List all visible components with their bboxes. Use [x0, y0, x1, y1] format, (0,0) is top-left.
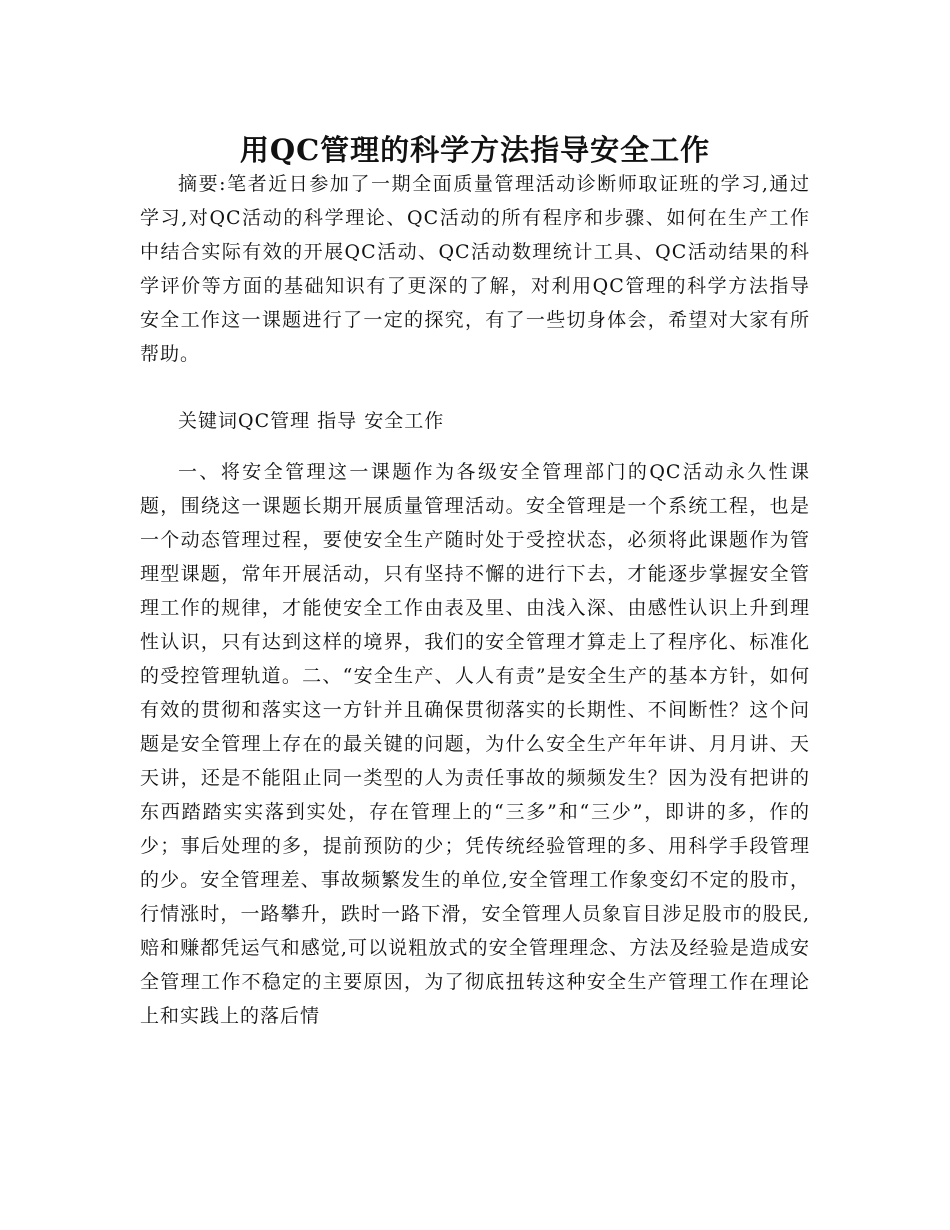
- body-paragraph: 一、将安全管理这一课题作为各级安全管理部门的QC活动永久性课题，围绕这一课题长期开展质量管理活动。安全管理是一个系统工程，也是一个动态管理过程，要使安全生产随时处于受控状态，必须将此课题作为管理型课题，常年开展活动，只有坚持不懈的进行下去，才能逐步掌握安全管理工作的规律，才能使安全工作由表及里、由浅入深、由感性认识上升到理性认识，只有达到这样的境界，我们的安全管理才算走上了程序化、标准化的受控管理轨道。二、“安全生产、人人有责”是安全生产的基本方针，如何有效的贯彻和落实这一方针并且确保贯彻落实的长期性、不间断性？这个问题是安全管理上存在的最关键的问题，为什么安全生产年年讲、月月讲、天天讲，还是不能阻止同一类型的人为责任事故的频频发生？因为没有把讲的东西踏踏实实落到实处，存在管理上的“三多”和“三少”，即讲的多，作的少；事后处理的多，提前预防的少；凭传统经验管理的多、用科学手段管理的少。安全管理差、事故频繁发生的单位,安全管理工作象变幻不定的股市，行情涨时，一路攀升，跌时一路下滑，安全管理人员象盲目涉足股市的股民,赔和赚都凭运气和感觉,可以说粗放式的安全管理理念、方法及经验是造成安全管理工作不稳定的主要原因，为了彻底扭转这种安全生产管理工作在理论上和实践上的落后情: [140, 461, 810, 1027]
- keywords-line: 关键词QC管理 指导 安全工作: [178, 410, 445, 432]
- abstract-paragraph: 摘要:笔者近日参加了一期全面质量管理活动诊断师取证班的学习,通过学习,对QC活动的科学理论、QC活动的所有程序和步骤、如何在生产工作中结合实际有效的开展QC活动、QC活动数理统计工具、QC活动结果的科学评价等方面的基础知识有了更深的了解，对利用QC管理的科学方法指导安全工作这一课题进行了一定的探究，有了一些切身体会，希望对大家有所帮助。: [140, 173, 810, 365]
- document-title: 用QC管理的科学方法指导安全工作: [239, 133, 711, 168]
